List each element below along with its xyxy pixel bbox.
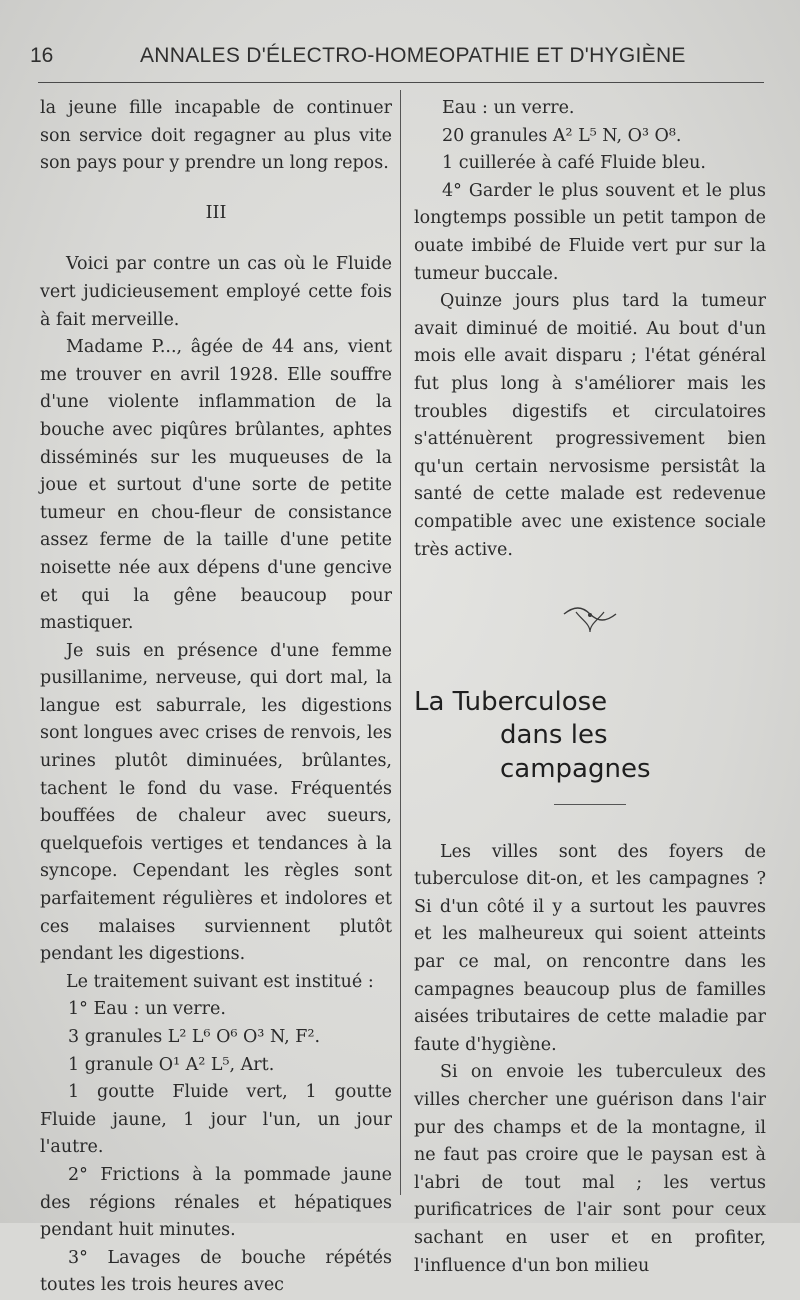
page-header	[30, 44, 770, 78]
treatment-line: Eau : un verre.	[442, 98, 575, 118]
running-title: ANNALES D'ÉLECTRO-HOMEOPATHIE ET D'HYGIÈNE	[140, 44, 686, 67]
paragraph: Quinze jours plus tard la tumeur avait diminué de moitié. Au bout d'un mois elle avait disparu ; l'état général fut plus long à s'améliorer mais les troubles digestifs et circulatoires s'atténuèrent progressivement bien qu'un certain nervosisme persistât la santé de cette malade est redevenue compatible avec une existence sociale très active.	[414, 291, 766, 560]
treatment-line: 1 cuillerée à café Fluide bleu.	[442, 153, 706, 174]
paragraph: Si on envoie les tuberculeux des villes chercher une guérison dans l'air pur des champs et de la montagne, il ne faut pas croire que le paysan est à l'abri de tout mal ; les vertus purificatrices de l'air sont pour ceux sachant en user et en profiter, l'influence d'un bon milieu	[414, 1062, 766, 1276]
paragraph: Les villes sont des foyers de tuberculose dit-on, et les campagnes ? Si d'un côté il y a surtout les pauvres et les malheureux qui soient atteints par ce mal, on rencontre dans les campagnes beaucoup plus de familles aisées tributaires de cette maladie par faute d'hygiène.	[414, 841, 766, 1055]
treatment-line: 1 granule O¹ A² L⁵, Art.	[68, 1054, 275, 1075]
column-divider	[400, 90, 401, 1195]
treatment-line: 4° Garder le plus souvent et le plus longtemps possible un petit tampon de ouate imbibé de Fluide vert pur sur la tumeur buccale.	[414, 180, 766, 284]
right-column	[414, 95, 766, 1280]
article-title: La Tuberculose	[414, 686, 608, 717]
paragraph: la jeune fille incapable de continuer son service doit regagner au plus vite son pays pour y prendre un long repos.	[40, 98, 392, 174]
decorative-scroll-ornament-icon	[414, 592, 766, 652]
treatment-line: 1 goutte Fluide vert, 1 goutte Fluide jaune, 1 jour l'un, un jour l'autre.	[40, 1082, 392, 1158]
header-rule	[38, 82, 764, 83]
treatment-line: 2° Frictions à la pommade jaune des régions rénales et hépatiques pendant huit minutes.	[40, 1164, 392, 1241]
treatment-line: 3 granules L² L⁶ O⁶ O³ N, F².	[68, 1027, 321, 1047]
treatment-line: 3° Lavages de bouche répétés toutes les trois heures avec	[40, 1247, 392, 1296]
paragraph: Voici par contre un cas où le Fluide vert judicieusement employé cette fois à fait merveille.	[40, 254, 392, 330]
page-number: 16	[30, 44, 54, 67]
title-rule	[554, 804, 626, 805]
section-number: III	[205, 202, 227, 223]
paragraph: Madame P..., âgée de 44 ans, vient me trouver en avril 1928. Elle souffre d'une violente inflammation de la bouche avec piqûres brûlantes, aphtes disséminés sur les muqueuses de la joue et surtout d'une sorte de petite tumeur en chou-fleur de consistance assez ferme de la taille d'une petite noisette née aux dépens d'une gencive et qui la gêne beaucoup pour mastiquer.	[40, 337, 392, 634]
treatment-line: 1° Eau : un verre.	[68, 999, 226, 1020]
paragraph: Le traitement suivant est institué :	[66, 971, 374, 992]
left-column	[40, 95, 392, 1300]
paragraph: Je suis en présence d'une femme pusillanime, nerveuse, qui dort mal, la langue est saburrale, les digestions sont longues avec crises de renvois, les urines plutôt diminuées, brûlantes, tachent le fond du vase. Fréquentés bouffées de chaleur avec sueurs, quelquefois vertiges et tendances à la syncope. Cependant les règles sont parfaitement régulières et indolores et ces malaises surviennent plutôt pendant les digestions.	[40, 640, 392, 965]
treatment-line: 20 granules A² L⁵ N, O³ O⁸.	[442, 125, 682, 146]
article-subtitle: dans les campagnes	[500, 719, 651, 784]
